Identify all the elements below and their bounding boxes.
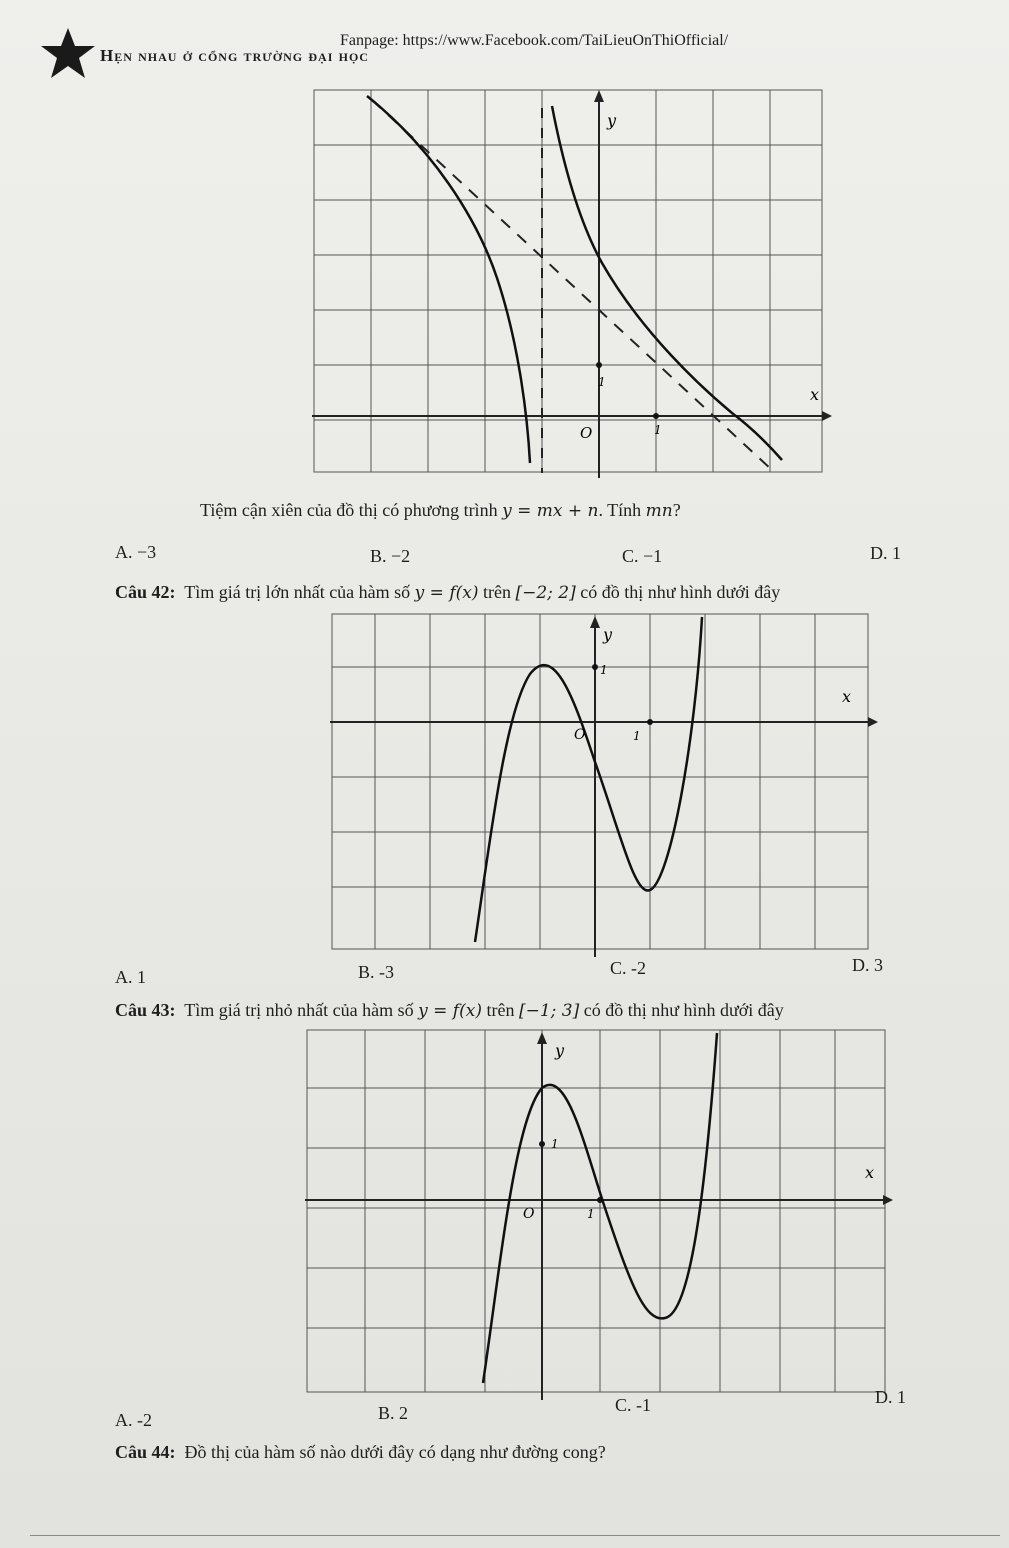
q43-option-c[interactable]: C. -1 <box>615 1395 651 1415</box>
q41-prompt-text2: . Tính <box>598 500 646 520</box>
curve-right-branch <box>552 106 782 460</box>
q43-prompt-post: có đồ thị như hình dưới đây <box>579 1000 784 1020</box>
x-label: x <box>842 687 852 706</box>
x-axis-arrow-icon <box>822 411 832 421</box>
q41-prompt-mn: mn <box>645 501 673 521</box>
point-x1 <box>653 413 659 419</box>
graph-q42 <box>330 612 880 957</box>
graph-q43 <box>305 1028 895 1400</box>
q43-prompt-text: Tìm giá trị nhỏ nhất của hàm số <box>184 1000 419 1020</box>
q43-prompt <box>115 1000 784 1021</box>
oblique-asymptote <box>372 100 772 470</box>
tick-x-1: 1 <box>587 1207 595 1221</box>
tick-x-1: 1 <box>633 729 641 743</box>
x-label: x <box>810 385 820 404</box>
point-x1 <box>647 719 653 725</box>
origin-label: O <box>523 1206 535 1222</box>
q41-prompt <box>200 500 681 521</box>
origin-label: O <box>580 424 593 442</box>
q41-prompt-math: y = mx + n <box>502 501 599 521</box>
q43-prompt-interval: [−1; 3] <box>518 1001 580 1021</box>
curve-left-branch <box>367 96 530 463</box>
fanpage-url: Fanpage: https://www.Facebook.com/TaiLieuOnThiOfficial/ <box>340 32 729 49</box>
q42-option-d[interactable]: D. 3 <box>852 955 883 975</box>
y-label: y <box>555 1041 565 1060</box>
q44-label: Câu 44: <box>115 1442 176 1462</box>
graph-q41 <box>312 88 832 478</box>
q41-option-d[interactable]: D. 1 <box>870 543 901 563</box>
q42-prompt-mid: trên <box>478 582 516 602</box>
tick-x-1: 1 <box>654 423 662 437</box>
x-axis-arrow-icon <box>883 1195 893 1205</box>
y-axis-arrow-icon <box>594 90 604 102</box>
q43-option-d[interactable]: D. 1 <box>875 1387 906 1407</box>
tick-y-1: 1 <box>598 375 606 389</box>
q43-option-a[interactable]: A. -2 <box>115 1410 152 1430</box>
q42-label: Câu 42: <box>115 582 176 602</box>
graph-grid <box>307 1030 885 1392</box>
point-y1 <box>539 1141 545 1147</box>
page-header-title: Hẹn nhau ở cổng trường đại học <box>100 46 369 65</box>
y-label: y <box>607 111 617 130</box>
q44-prompt <box>115 1442 606 1463</box>
q42-option-c[interactable]: C. -2 <box>610 958 646 978</box>
q41-option-c[interactable]: C. −1 <box>622 546 663 566</box>
point-y1 <box>592 664 598 670</box>
q43-prompt-math: y = f(x) <box>418 1001 482 1021</box>
q43-option-b[interactable]: B. 2 <box>378 1403 409 1423</box>
q42-prompt <box>115 582 780 603</box>
cubic-curve <box>475 617 702 942</box>
q41-option-b[interactable]: B. −2 <box>370 546 411 566</box>
q42-prompt-math: y = f(x) <box>414 583 479 603</box>
point-y1 <box>596 362 602 368</box>
tick-y-1: 1 <box>551 1137 559 1151</box>
q43-label: Câu 43: <box>115 1000 176 1020</box>
q42-prompt-post: có đồ thị như hình dưới đây <box>575 582 781 602</box>
tick-y-1: 1 <box>600 663 608 677</box>
x-axis-arrow-icon <box>868 717 878 727</box>
q42-option-a[interactable]: A. 1 <box>115 967 146 987</box>
origin-label: O <box>574 727 586 743</box>
point-x1 <box>597 1197 603 1203</box>
q42-option-b[interactable]: B. -3 <box>358 962 394 982</box>
q43-prompt-mid: trên <box>481 1000 519 1020</box>
q41-option-a[interactable]: A. −3 <box>115 542 157 562</box>
y-axis-arrow-icon <box>537 1032 547 1044</box>
y-axis-arrow-icon <box>590 616 600 628</box>
q42-prompt-text: Tìm giá trị lớn nhất của hàm số <box>184 582 415 602</box>
q42-prompt-interval: [−2; 2] <box>515 583 576 603</box>
q41-prompt-text: Tiệm cận xiên của đồ thị có phương trình <box>200 500 503 520</box>
q41-prompt-end: ? <box>672 500 681 520</box>
page-bottom-divider <box>30 1535 1000 1536</box>
y-label: y <box>603 625 613 644</box>
x-label: x <box>865 1163 875 1182</box>
star-icon <box>38 26 98 80</box>
q44-prompt-text: Đồ thị của hàm số nào dưới đây có dạng như đường cong? <box>184 1442 606 1462</box>
